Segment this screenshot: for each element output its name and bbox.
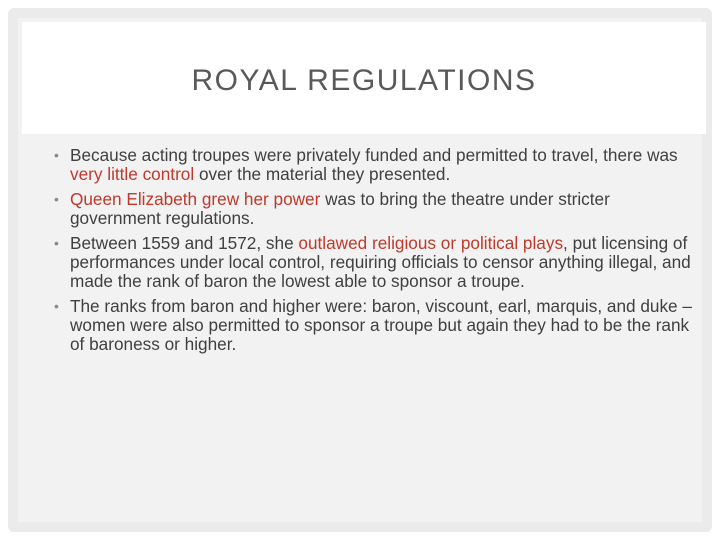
title-box [22,22,706,134]
bullet-item [54,234,704,291]
bullet-item [54,190,704,228]
bullet-icon: • [54,147,59,163]
bullet-icon: • [54,235,59,251]
bullet-text: , put licensing of performances under local control, requiring officials to censor anything illegal, and made the rank of baron the lowest able to sponsor a troupe. [70,233,691,291]
bullet-text: Between 1559 and 1572, she [70,233,299,253]
bullet-highlight: outlawed religious or political plays [298,233,564,253]
bullet-highlight: Queen Elizabeth grew her power [70,189,321,209]
bullet-text: was to bring the theatre under stricter government regulations. [70,189,610,228]
bullet-list [54,146,704,360]
bullet-icon: • [54,191,59,207]
bullet-item [54,297,704,354]
bullet-icon: • [54,298,59,314]
bullet-highlight: very little control [70,164,195,184]
bullet-item [54,146,704,184]
slide-frame [8,8,712,532]
bullet-text: over the material they presented. [194,164,451,184]
slide-title: ROYAL REGULATIONS [191,64,537,97]
bullet-text: The ranks from baron and higher were: baron, viscount, earl, marquis, and duke – women were also permitted to sponsor a troupe but again they had to be the rank of baroness or higher. [70,296,692,354]
bullet-text: Because acting troupes were privately funded and permitted to travel, there was [70,145,678,165]
